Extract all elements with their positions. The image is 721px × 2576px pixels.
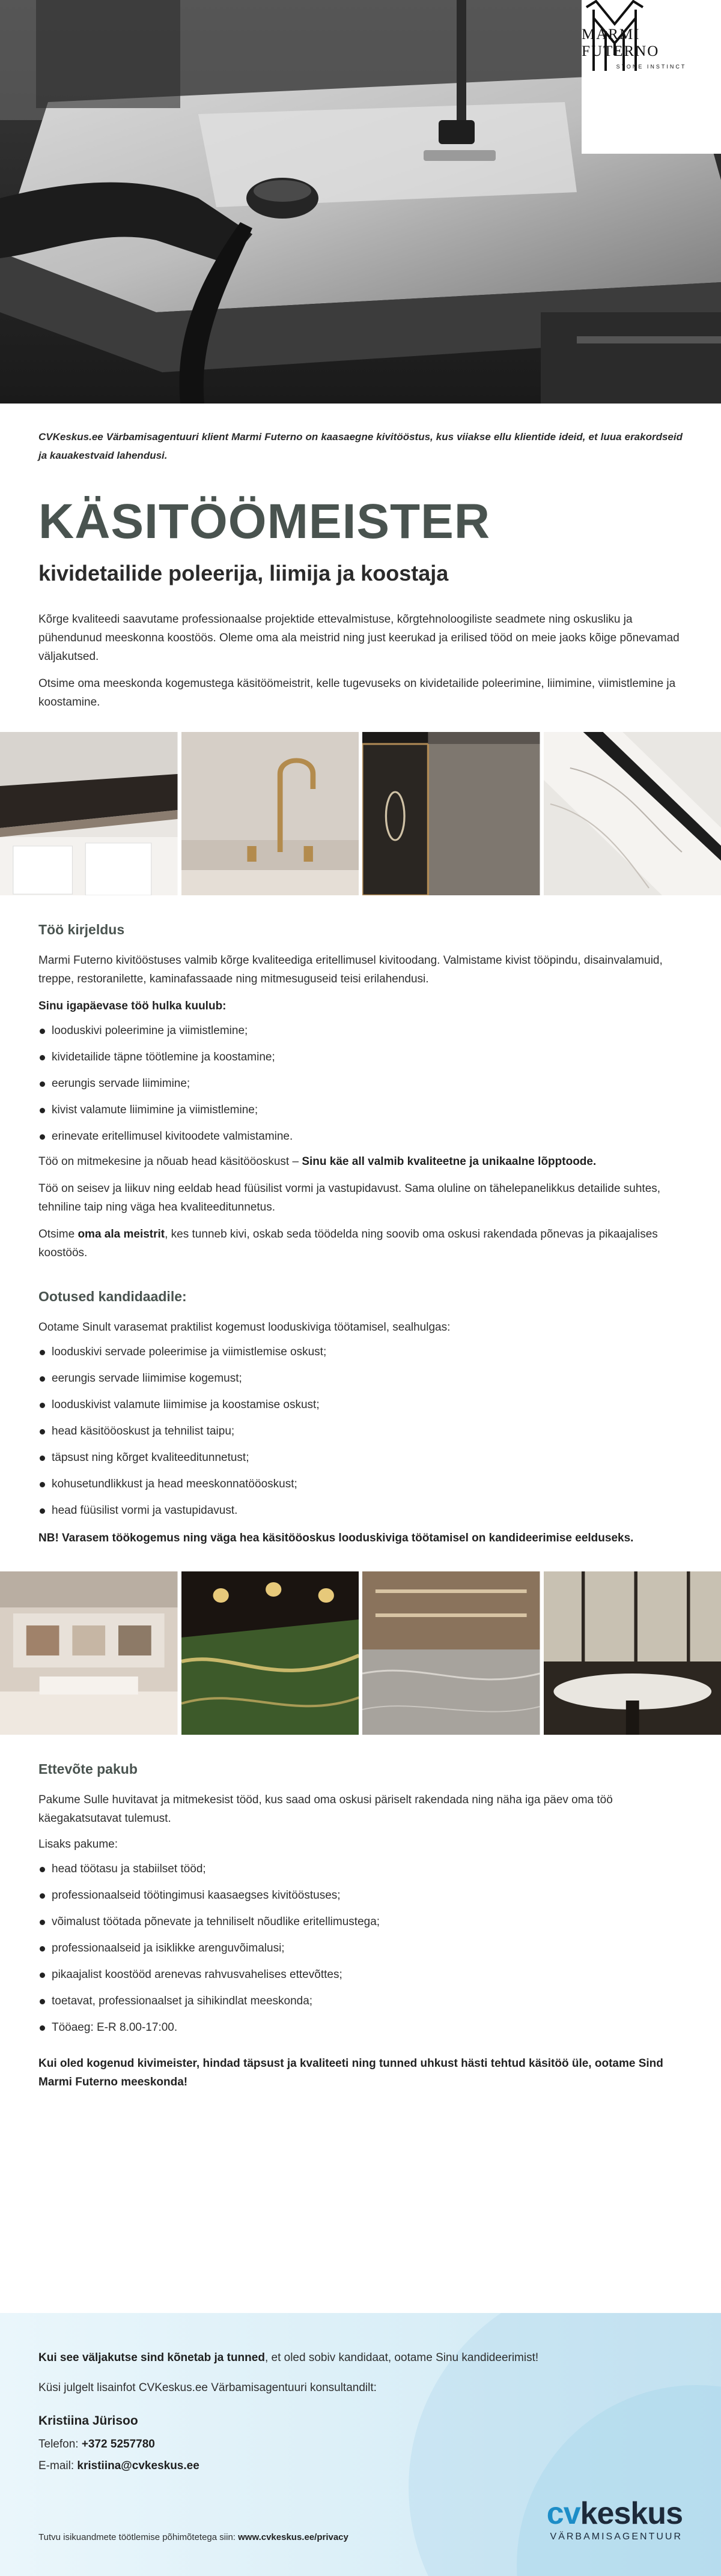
intro-brand: CVKeskus.ee — [38, 431, 103, 443]
privacy-text: Tutvu isikuandmete töötlemise põhimõtetega siin: — [38, 2532, 239, 2542]
photo-strip-products — [0, 732, 721, 895]
contact-phone — [38, 2435, 683, 2454]
list-item: looduskivi poleerimine ja viimistlemine; — [38, 1018, 683, 1044]
requirement-note: NB! Varasem töökogemus ning väga hea käsitööoskus looduskiviga töötamisel on kandideerimise eelduseks. — [38, 1532, 634, 1544]
contact-email — [38, 2457, 683, 2475]
list-item: head töötasu ja stabiilset tööd; — [38, 1856, 683, 1882]
photo-green-marble-bar — [181, 1571, 359, 1735]
list-item: professionaalseid ja isiklikke arenguvõimalusi; — [38, 1935, 683, 1962]
list-item: Tööaeg: E-R 8.00-17:00. — [38, 2015, 683, 2041]
cta-text — [38, 2349, 683, 2367]
expectations-heading: Ootused kandidaadile: — [38, 1289, 187, 1304]
photo-kitchen-counter — [0, 732, 178, 895]
mf-monogram-icon — [582, 0, 648, 73]
expectations-text: Ootame Sinult varasemat praktilist kogemust looduskiviga töötamisel, sealhulgas: — [38, 1321, 451, 1334]
job-paragraph-3: Töö on seisev ja liikuv ning eeldab head füüsilist vormi ja vastupidavust. Sama oluline on tähelepanelikkus detailide suhtes, tehniline taip ning väga hea kvaliteeditunnetus. — [38, 1182, 661, 1214]
offer-heading: Ettevõte pakub — [38, 1761, 138, 1777]
list-item: looduskivist valamute liimimise ja koostamise oskust; — [38, 1392, 683, 1418]
list-item: võimalust töötada põnevate ja tehniliselt nõudlike eritellimustega; — [38, 1909, 683, 1935]
lead-paragraph-1: Kõrge kvaliteedi saavutame professionaalse projektide ettevalmistuse, kõrgtehnoloogiliste seadmete ning oskusliku ja pühendunud meeskonna koostöös. Oleme oma ala meistrid ning just keerukad ja erilised tööd on meie jaoks kõige põnevamad väljakutsed. — [38, 613, 680, 663]
expectations-list — [38, 1339, 683, 1524]
job-p2-bold: Sinu käe all valmib kvaliteetne ja unikaalne lõpptoode. — [302, 1155, 597, 1168]
job-p4-end: , kes tunneb kivi, oskab seda töödelda ning soovib oma oskusi rakendada põnevas ja pikaajalises koostöös. — [38, 1228, 658, 1259]
list-item: professionaalseid töötingimusi kaasaegses kivitööstuses; — [38, 1882, 683, 1909]
offer-extra-label: Lisaks pakume: — [38, 1838, 118, 1851]
duties-heading: Sinu igapäevase töö hulka kuulub: — [38, 1000, 227, 1012]
marmi-futerno-logo — [582, 0, 721, 154]
photo-showroom — [0, 1571, 178, 1735]
offer-list — [38, 1856, 683, 2041]
list-item: eerungis servade liimimine; — [38, 1071, 683, 1097]
logo-tagline: STONE INSTINCT — [616, 64, 687, 70]
photo-wine-cabinet — [362, 732, 540, 895]
closing-text: Kui oled kogenud kivimeister, hindad täpsust ja kvaliteeti ning tunned uhkust hästi tehtud käsitöö üle, ootame Sind Marmi Futerno meeskonda! — [38, 2057, 663, 2088]
logo-keskus-part: keskus — [580, 2496, 683, 2531]
list-item: head käsitööoskust ja tehnilist taipu; — [38, 1418, 683, 1445]
list-item: kohusetundlikkust ja head meeskonnatööoskust; — [38, 1471, 683, 1498]
contact-name: Kristiina Jürisoo — [38, 2414, 138, 2428]
page-title: KÄSITÖÖMEISTER — [38, 494, 491, 549]
photo-strip-interiors — [0, 1571, 721, 1735]
list-item: täpsust ning kõrget kvaliteeditunnetust; — [38, 1445, 683, 1471]
cta-rest: , et oled sobiv kandidaat, ootame Sinu kandideerimist! — [264, 2351, 539, 2364]
photo-bar-counter — [362, 1571, 540, 1735]
job-p4-bold: oma ala meistrit — [78, 1228, 165, 1241]
hero-image — [0, 0, 721, 404]
photo-restaurant — [544, 1571, 721, 1735]
list-item: eerungis servade liimimise kogemust; — [38, 1365, 683, 1392]
logo-name: MARMI FUTERNO — [582, 26, 660, 59]
email-label: E-mail: — [38, 2460, 78, 2472]
job-description-text: Marmi Futerno kivitööstuses valmib kõrge kvaliteediga eritellimusel kivitoodang. Valmistame kivist tööpindu, disainvalamuid, treppe, restoranilette, kaminafassaade ning mitmesuguseid teisi erilahendusi. — [38, 954, 663, 985]
contact-footer — [0, 2313, 721, 2576]
job-paragraph-2 — [38, 1152, 683, 1171]
job-p4-start: Otsime — [38, 1228, 78, 1241]
list-item: erinevate eritellimusel kivitoodete valmistamine. — [38, 1123, 683, 1150]
cta-bold: Kui see väljakutse sind kõnetab ja tunned — [38, 2351, 265, 2364]
list-item: head füüsilist vormi ja vastupidavust. — [38, 1498, 683, 1524]
privacy-link[interactable]: www.cvkeskus.ee/privacy — [238, 2532, 348, 2542]
duties-list — [38, 1018, 683, 1150]
intro-rest: Värbamisagentuuri klient Marmi Futerno on kaasaegne kivitööstus, kus viiakse ellu klientide ideid, et luua erakordseid ja kauakestvaid lahendusi. — [38, 431, 683, 461]
cvkeskus-logo — [547, 2498, 683, 2542]
job-paragraph-4 — [38, 1225, 683, 1262]
privacy-note — [38, 2532, 348, 2542]
offer-text: Pakume Sulle huvitavat ja mitmekesist tööd, kus saad oma oskusi päriselt rakendada ning näha iga päev oma töö käegakatsutavat tulemust. — [38, 1794, 613, 1825]
job-p2-text: Töö on mitmekesine ja nõuab head käsitööoskust – — [38, 1155, 302, 1168]
logo-cv-part: cv — [546, 2496, 580, 2531]
job-description-heading: Töö kirjeldus — [38, 922, 125, 937]
lead-paragraph-2: Otsime oma meeskonda kogemustega käsitöömeistrit, kelle tugevuseks on kividetailide poleerimine, liimimine, viimistlemine ja koostamine. — [38, 677, 676, 709]
intro-text — [38, 428, 683, 465]
info-text: Küsi julgelt lisainfot CVKeskus.ee Värbamisagentuuri konsultandilt: — [38, 2381, 377, 2394]
list-item: pikaajalist koostööd arenevas rahvusvahelises ettevõttes; — [38, 1962, 683, 1988]
list-item: toetavat, professionaalset ja sihikindlat meeskonda; — [38, 1988, 683, 2015]
phone-label: Telefon: — [38, 2438, 82, 2451]
logo-agency-sub: VÄRBAMISAGENTUUR — [550, 2532, 683, 2542]
photo-stone-edge — [544, 732, 721, 895]
page-subtitle: kividetailide poleerija, liimija ja koostaja — [38, 561, 449, 585]
list-item: looduskivi servade poleerimise ja viimistlemise oskust; — [38, 1339, 683, 1365]
photo-gold-faucet — [181, 732, 359, 895]
phone-link[interactable]: +372 5257780 — [81, 2438, 155, 2451]
list-item: kivist valamute liimimine ja viimistlemine; — [38, 1097, 683, 1123]
list-item: kividetailide täpne töötlemine ja koostamine; — [38, 1044, 683, 1071]
email-link[interactable]: kristiina@cvkeskus.ee — [77, 2460, 199, 2472]
